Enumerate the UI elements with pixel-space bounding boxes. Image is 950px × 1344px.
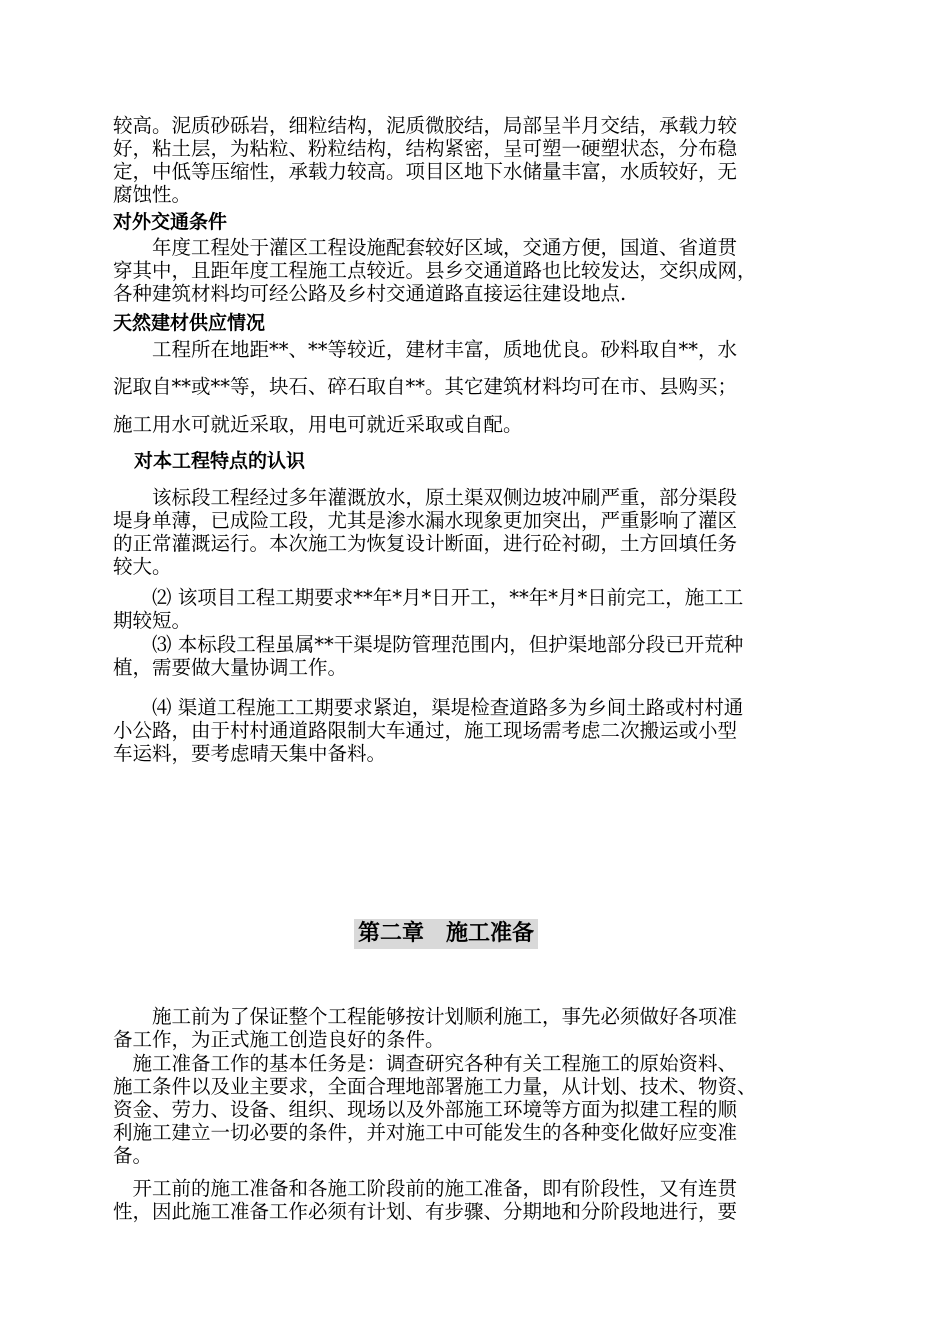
text-line: 施工条件以及业主要求，全面合理地部署施工力量，从计划、技术、物资、 bbox=[113, 1075, 757, 1098]
text-line: 期较短。 bbox=[113, 609, 192, 632]
text-line: 小公路，由于村村通道路限制大车通过，施工现场需考虑二次搬运或小型 bbox=[113, 719, 738, 742]
text-line: 施工准备工作的基本任务是：调查研究各种有关工程施工的原始资料、 bbox=[113, 1052, 738, 1075]
features-paragraph-2 bbox=[113, 586, 838, 632]
text-line: 开工前的施工准备和各施工阶段前的施工准备，即有阶段性，又有连贯 bbox=[113, 1177, 738, 1200]
materials-line-1: 工程所在地距**、**等较近，建材丰富，质地优良。砂料取自**，水 bbox=[113, 338, 738, 361]
prep-paragraph-2 bbox=[113, 1052, 838, 1167]
heading-materials: 天然建材供应情况 bbox=[113, 312, 266, 334]
features-paragraph-4 bbox=[113, 696, 838, 765]
text-line: 备工作，为正式施工创造良好的条件。 bbox=[113, 1028, 445, 1051]
text-line: ⑷ 渠道工程施工工期要求紧迫，渠堤检查道路多为乡间土路或村村通 bbox=[113, 696, 744, 719]
text-line: 该标段工程经过多年灌溉放水，原土渠双侧边坡冲刷严重，部分渠段 bbox=[113, 486, 738, 509]
text-line: 定，中低等压缩性，承载力较高。项目区地下水储量丰富，水质较好，无 bbox=[113, 160, 738, 183]
materials-line-2: 泥取自**或**等，块石、碎石取自**。其它建筑材料均可在市、县购买； bbox=[113, 375, 738, 398]
transport-paragraph bbox=[113, 236, 838, 305]
text-line: 较大。 bbox=[113, 555, 172, 578]
text-line: 堤身单薄，已成险工段，尤其是渗水漏水现象更加突出，严重影响了灌区 bbox=[113, 509, 738, 532]
text-line: 的正常灌溉运行。本次施工为恢复设计断面，进行砼衬砌，土方回填任务 bbox=[113, 532, 738, 555]
text-line: 各种建筑材料均可经公路及乡村交通道路直接运往建设地点. bbox=[113, 282, 627, 305]
prep-paragraph-1 bbox=[113, 1005, 838, 1051]
text-line: 腐蚀性。 bbox=[113, 183, 192, 206]
text-line: 植，需要做大量协调工作。 bbox=[113, 656, 348, 679]
chapter-title: 第二章 施工准备 bbox=[354, 919, 538, 949]
geology-paragraph bbox=[113, 114, 838, 206]
text-line: 备。 bbox=[113, 1144, 153, 1167]
text-line: 利施工建立一切必要的条件，并对施工中可能发生的各种变化做好应变准 bbox=[113, 1121, 738, 1144]
text-line: 年度工程处于灌区工程设施配套较好区域，交通方便，国道、省道贯 bbox=[113, 236, 738, 259]
text-line: 性，因此施工准备工作必须有计划、有步骤、分期地和分阶段地进行，要 bbox=[113, 1200, 738, 1223]
text-line: ⑶ 本标段工程虽属**干渠堤防管理范围内，但护渠地部分段已开荒种 bbox=[113, 633, 744, 656]
text-line: 资金、劳力、设备、组织、现场以及外部施工环境等方面为拟建工程的顺 bbox=[113, 1098, 738, 1121]
text-line: 穿其中，且距年度工程施工点较近。县乡交通道路也比较发达，交织成网， bbox=[113, 259, 757, 282]
text-line: 较高。泥质砂砾岩，细粒结构，泥质微胶结，局部呈半月交结，承载力较 bbox=[113, 114, 738, 137]
text-line: ⑵ 该项目工程工期要求**年*月*日开工，**年*月*日前完工，施工工 bbox=[113, 586, 744, 609]
text-line: 车运料，要考虑晴天集中备料。 bbox=[113, 742, 387, 765]
materials-line-3: 施工用水可就近采取，用电可就近采取或自配。 bbox=[113, 413, 523, 436]
prep-paragraph-3 bbox=[113, 1177, 838, 1223]
features-paragraph-3 bbox=[113, 633, 838, 679]
heading-transport: 对外交通条件 bbox=[113, 211, 228, 233]
features-paragraph-1 bbox=[113, 486, 838, 578]
text-line: 施工前为了保证整个工程能够按计划顺利施工，事先必须做好各项准 bbox=[113, 1005, 738, 1028]
heading-features: 对本工程特点的认识 bbox=[134, 450, 306, 472]
text-line: 好，粘土层，为粘粒、粉粒结构，结构紧密，呈可塑一硬塑状态，分布稳 bbox=[113, 137, 738, 160]
